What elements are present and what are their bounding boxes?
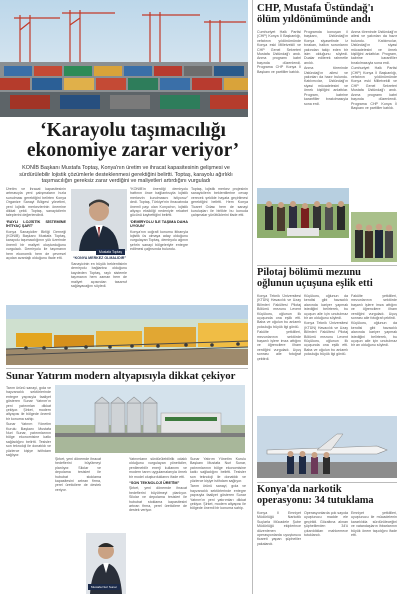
- left-main-headline-line2: ekonomiye zarar veriyor’: [26, 140, 240, 162]
- left-article-col3: [191, 187, 248, 307]
- left-main-headline: [18, 121, 248, 162]
- portrait-person-icon: [71, 189, 127, 251]
- left-article-col1: [6, 187, 66, 307]
- narkotik-col1: [257, 511, 301, 594]
- group-people-illustration: [351, 212, 397, 262]
- chp-group-photo: [351, 212, 397, 262]
- left-article-col2-text: “KONİB'in önerdiği demiryolu hattının önce bağlantısıyla lojistik merkezin kurulmasını istiyoruz” dedi. Toptaş, Türkiye'nin ihracatında önemli payı olan Konya'nın, lojistik altyapı eksikliği nedeniyle rekabet gücünü kaybettiğini belirtti.: [130, 187, 188, 218]
- left-article-subhead3: ‘DEMİRYOLU İLE TAŞIMA DAHA UYGUN’: [130, 219, 188, 229]
- chp-col2: [304, 30, 348, 185]
- sunar-col4b-text: Sunar Yatırım Yönetim Kurulu Başkanı Mustafa Nuri Sunar, yatırımlarının bölge ekonomisine katkı sağladığını belirtti. Tesisler son teknoloji ile donatıldı ve yüzlerce kişiye istihdam sağlıyor.: [190, 457, 246, 484]
- konya-merkez-quote: “KONYA MERKEZ OLMALIDIR”: [72, 256, 127, 260]
- sunar-photo-caption: Mustafa Nuri Sunar: [88, 584, 120, 590]
- chp-headline-line2: ölüm yıldönümünde andı: [257, 14, 371, 26]
- chp-col2b-text: Anma töreninde Üstündağ'ın ailesi ve yakınları da hazır bulundu. Katılımcılar, Üstündağ'ın siyasi mücadelesini ve örnek kişiliğini anlattılar. Program, kabrine karanfiller bırakılmasıyla sona erdi.: [304, 66, 348, 106]
- pilotaj-col2: [304, 294, 348, 414]
- pilotaj-col1: [257, 294, 301, 414]
- group-at-grave-illustration: [257, 188, 349, 238]
- chp-headline: [257, 3, 399, 25]
- left-section-divider: [6, 368, 248, 369]
- pilot-family-photo: [257, 416, 397, 478]
- narkotik-col2-text: Operasyonlarda çok sayıda uyuşturucu madde ele geçirildi. Gözaltına alınan şüphelilerden 34'ü çıkarıldıkları mahkemece tutuklandı.: [304, 511, 348, 538]
- pilotaj-col1b-text: Fakülte yetkilileri, mezunlarının sektörde başarılı işlere imza attığını ve öğrencilere ilham verdiğini vurguladı. Uçuş sonrası aile fotoğraf çektirdi.: [257, 330, 301, 361]
- sunar-headline: Sunar Yatırım modern altyapısıyla dikkat çekiyor: [6, 370, 236, 382]
- sunar-col3: [129, 457, 187, 594]
- sunar-col1-text: Tarım ürünü sanayi, gıda ve hayvancılık sektörlerinde entegre yapısıyla faaliyet gösteren Sunar Yatırım'ın yeni yatırımları dikkat çekiyor. Şirket, modern altyapısı ile bölgede önemli bir konuma sahip.: [6, 386, 51, 421]
- chp-col1: [257, 30, 301, 185]
- container-port-illustration: [0, 0, 248, 117]
- sunar-col2-text: Sunar Yatırım Yönetim Kurulu Başkanı Mustafa Nuri Sunar, yatırımlarının bölge ekonomisine katkı sağladığını belirtti. Tesisler son teknoloji ile donatıldı ve yüzlerce kişiye istihdam sağlıyor.: [6, 422, 51, 458]
- chp-headline-line1: CHP, Mustafa Üstündağ'ı: [257, 3, 374, 14]
- sunar-col2: [55, 457, 101, 530]
- pilotaj-col3-text: Fakülte yetkilileri, mezunlarının sektörde başarılı işlere imza attığını ve öğrencilere ilham verdiğini vurguladı. Uçuş sonrası aile fotoğraf çektirdi.: [351, 294, 397, 321]
- chp-col3b-text: Cumhuriyet Halk Partisi (CHP) Konya İl Başkanlığı, vefatının yıldönümünde Konya eski Milletvekili ve CHP Genel Sekreteri Mustafa Üstündağ'ı andı. Anma programı kabri başında düzenlendi. Programa CHP Konya İl Başkanı ve partililer katıldı.: [351, 66, 397, 110]
- mustafa-toptas-portrait: [71, 189, 127, 251]
- left-article-col2b-text: Sanayicinin en büyük beklentisinin demiryolu bağlantısı olduğunu kaydeden Toptaş, raylı sistemle taşımanın hem zaman hem de maliyet açısından tasarruf sağlayacağını söyledi.: [71, 262, 127, 289]
- sunar-col3-text: Şirket, yeni dönemde ihracat hedeflerini büyütmeyi planlıyor. Silolar ve depolama tesisleri ile hububat stoklama kapasitesini artıran firma, yerel üreticilere de destek veriyor.: [55, 457, 101, 492]
- left-article-subhead1: ‘RAYLI LOJİSTİK SİSTEMİNE İHTİYAÇ ŞART’: [6, 219, 66, 229]
- pilotaj-col2-text: Küçükoru, oğlunun da kendisi gibi havacılık alanında kariyer yapmak istediğini belirterek, bu uçuşun aile için unutulmaz bir an olduğunu söyledi.: [304, 294, 348, 321]
- left-article-col3b-text: Konya'nın coğrafi konumu itibarıyla lojistik üs olmaya aday olduğunu vurgulayan Toptaş, demiryolu ağının şehrin sanayi bölgeleriyle entegre edilmesi çağrısında bulundu.: [130, 229, 188, 252]
- narkotik-col1-text: Konya İl Emniyet Müdürlüğü Narkotik Suçlarla Mücadele Şube Müdürlüğü ekiplerince düzenlenen operasyonlarda uyuşturucu ticareti yapan şüpheliler yakalandı.: [257, 511, 301, 546]
- pilotaj-col3b-text: Küçükoru, oğlunun da kendisi gibi havacılık alanında kariyer yapmak istediğini belirterek, bu uçuşun aile için unutulmaz bir an olduğunu söyledi.: [351, 321, 397, 348]
- sunar-subhead: “SON TEKNOLOJİ ÜRETİM”: [129, 481, 180, 486]
- sunar-col4: [190, 457, 246, 594]
- right-divider-2: [257, 482, 397, 483]
- left-main-deck: KONİB Başkanı Mustafa Toptaş, Konya'nın üretim ve ihracat kapasitesinin gelişmesi ve sürdürülebilir lojistik çözümlerle desteklenmesi gerektiğini belirtti. Toptaş, karayolu ağırlıklı taşımacılığın gereksiz zarar verdiğini ve maliyetleri artırdığını vurguladı: [19, 165, 233, 185]
- chp-col2-text: Programda konuşan il başkanı, Üstündağ'ın Konya siyasetinde iz bırakan, halkın sorunlarını yakından takip eden bir isim olduğunu söyledi. Dualar edilerek rahmetle anıldı.: [304, 30, 348, 65]
- freight-train-photo: [6, 305, 248, 365]
- left-article-col1b-text: Konya Sanayiciler Birliği Derneği (KONİB) Başkanı Mustafa Toptaş, karayolu taşımacılığının yük üzerinde önemli bir maliyet oluşturduğunu vurguladı. Demiryolu ile taşımanın hem ekonomik hem de çevresel açıdan avantajlı olduğunu ifade etti.: [6, 229, 66, 261]
- narkotik-col3-text: Emniyet yetkilileri, uyuşturucu ile mücadelenin kararlılıkla sürdürüleceğini ve vatandaşların ihbarlarının büyük önem taşıdığını ifade etti.: [351, 511, 397, 538]
- chp-col3-text: Anma töreninde Üstündağ'ın ailesi ve yakınları da hazır bulundu. Katılımcılar, Üstündağ'ın siyasi mücadelesini ve örnek kişiliğini anlattılar. Program, kabrine karanfiller bırakılmasıyla sona erdi.: [351, 30, 397, 65]
- sunar-col3-repeat-text: Şirket, yeni dönemde ihracat hedeflerini büyütmeyi planlıyor. Silolar ve depolama tesisleri ile hububat stoklama kapasitesini artıran firma, yerel üreticilere de destek veriyor.: [129, 486, 187, 513]
- pilotaj-col2b-text: Konya Teknik Üniversitesi (KTÜN) Havacılık ve Uzay Bilimleri Fakültesi Pilotaj Bölümü mezunu Levent Küçükoru, oğlunun ilk uçuşunda ona eşlik etti. Baba ve oğulun bu anlamlı yolculuğu büyük ilgi gördü.: [304, 321, 348, 357]
- chp-commemoration-photo: [257, 188, 349, 238]
- narkotik-headline: [257, 485, 399, 507]
- pilotaj-headline: [257, 268, 399, 290]
- left-article-col2b: [71, 262, 127, 307]
- page-column-gutter: [252, 0, 253, 594]
- narkotik-headline-line2: operasyonu: 34 tutuklama: [257, 494, 374, 506]
- aircraft-family-illustration: [257, 416, 397, 478]
- chp-col1-text: Cumhuriyet Halk Partisi (CHP) Konya İl Başkanlığı, vefatının yıldönümünde Konya eski Milletvekili ve CHP Genel Sekreteri Mustafa Üstündağ'ı andı. Anma programı kabri başında düzenlendi. Programa CHP Konya İl Başkanı ve partililer katıldı.: [257, 30, 301, 74]
- chp-col3: [351, 30, 397, 210]
- left-article-col3-text: Toptaş, lojistik merkez projesinin sanayicilerin beklentilerine cevap verecek şekilde hayata geçirilmesi gerektiğini belirtti. Hem Konya Ticaret Odası hem de sanayi kuruluşları ile birlikte bu konuda çalışmalar yürüttüklerini ifade etti.: [191, 187, 248, 218]
- left-article-col2: [130, 187, 188, 307]
- pilotaj-col1-text: Konya Teknik Üniversitesi (KTÜN) Havacılık ve Uzay Bilimleri Fakültesi Pilotaj Bölümü mezunu Levent Küçükoru, oğlunun ilk uçuşunda ona eşlik etti. Baba ve oğulun bu anlamlı yolculuğu büyük ilgi gördü.: [257, 294, 301, 329]
- silo-facility-illustration: [55, 385, 245, 453]
- narkotik-headline-line1: Konya'da narkotik: [257, 484, 342, 495]
- toptas-photo-caption: Mustafa Toptaş: [96, 249, 125, 255]
- right-divider-1: [257, 265, 397, 266]
- left-main-headline-line1: ‘Karayolu taşımacılığı: [40, 120, 226, 141]
- top-container-port-photo: [0, 0, 248, 117]
- pilotaj-headline-line1: Pilotaj bölümü mezunu: [257, 267, 361, 278]
- sunar-col4-text: Yatırımların sürdürülebilirlik odaklı olduğunu vurgulayan yöneticiler, yenilenebilir enerji kullanımı ve modern tarım uygulamalarıyla örnek bir model oluşturduklarını ifade etti.: [129, 457, 187, 479]
- sunar-col4c-text: Tarım ürünü sanayi, gıda ve hayvancılık sektörlerinde entegre yapısıyla faaliyet gösteren Sunar Yatırım'ın yeni yatırımları dikkat çekiyor. Şirket, modern altyapısı ile bölgede önemli bir konuma sahip.: [190, 484, 246, 511]
- narkotik-col2: [304, 511, 348, 594]
- pilotaj-headline-line2: oğlunun uçuşuna eşlik etti: [257, 277, 373, 289]
- freight-train-illustration: [6, 305, 248, 365]
- sunar-col1: [6, 386, 51, 594]
- left-article-col1-text: Üretim ve ihracat kapasitesinin artmasıyla yeni çalışmaların hızla sunulması gerektiğini belirten Konya Organize Sanayi Bölgesi yönetimi, yeni lojistik merkezlerinin önemine dikkat çekti. Toptaş, sanayicilerin taleplerini değerlendirdi.: [6, 187, 66, 218]
- narkotik-col3: [351, 511, 397, 594]
- sunar-silo-photo: [55, 385, 245, 453]
